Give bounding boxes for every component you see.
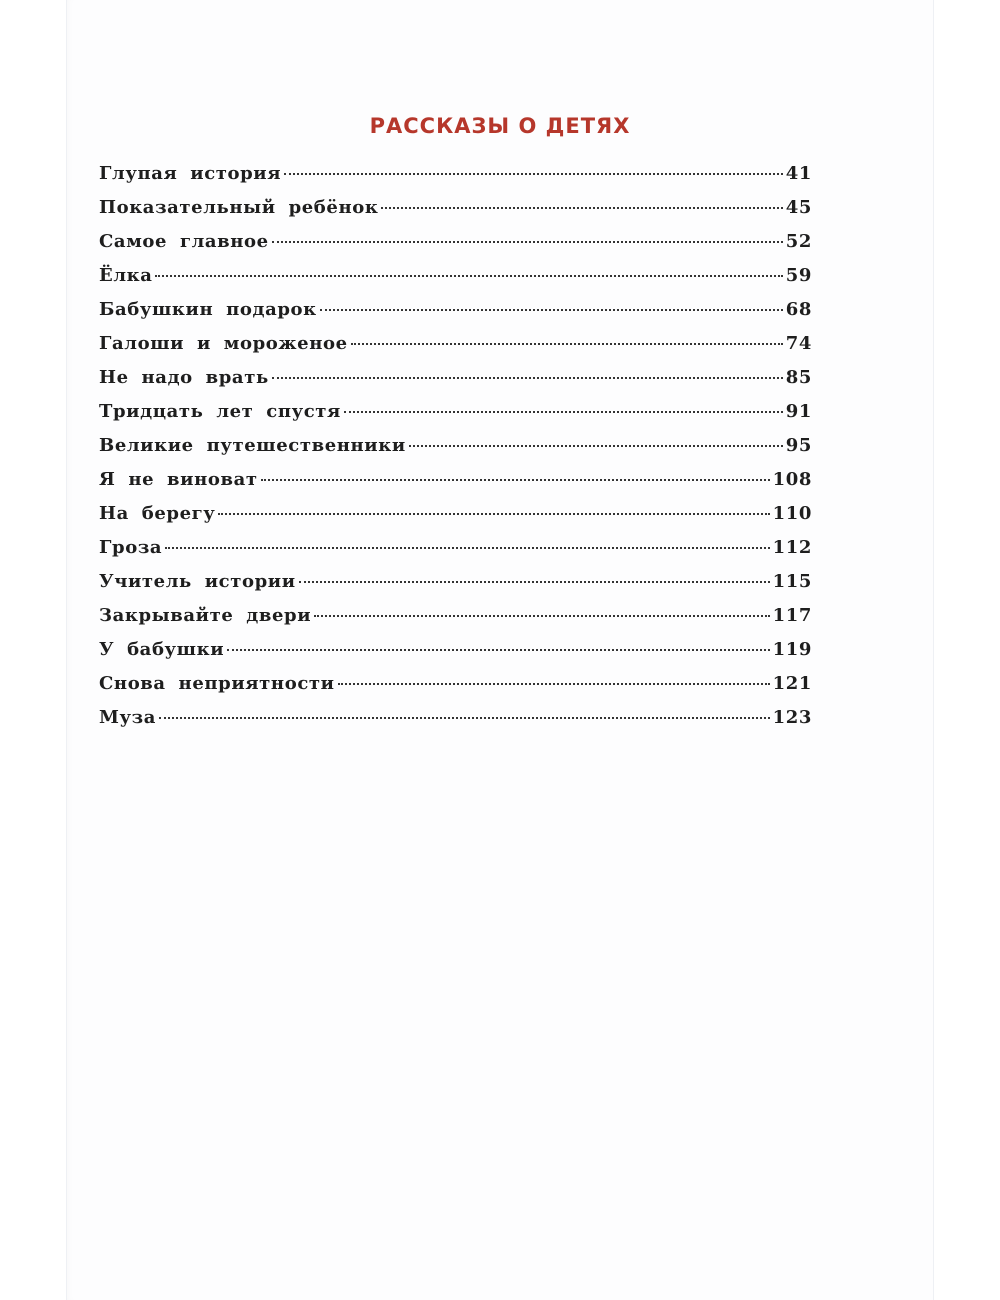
toc-entry-title: У бабушки: [99, 639, 225, 660]
dot-leader: [272, 241, 783, 243]
toc-entry-title: Самое главное: [99, 231, 269, 252]
toc-entry-title: Муза: [99, 707, 156, 728]
toc-entry: [99, 673, 812, 707]
toc-entry-title: Не надо врать: [99, 367, 269, 388]
dot-leader: [320, 309, 783, 311]
toc-entry-title: Снова неприятности: [99, 673, 335, 694]
dot-leader: [155, 275, 782, 277]
toc-entry-page: 52: [785, 231, 812, 252]
toc-entry-title: Глупая история: [99, 163, 282, 184]
toc-entry: [99, 333, 812, 367]
dot-leader: [381, 207, 782, 209]
toc-entry-page: 117: [772, 605, 812, 626]
table-of-contents: [99, 163, 812, 741]
toc-entry-title: Тридцать лет спустя: [99, 401, 341, 422]
dot-leader: [351, 343, 783, 345]
toc-entry: [99, 163, 812, 197]
toc-entry-title: Бабушкин подарок: [99, 299, 317, 320]
toc-entry-title: Я не виноват: [99, 469, 258, 490]
toc-entry-title: Ёлка: [99, 265, 153, 286]
toc-entry-page: 45: [785, 197, 812, 218]
toc-entry-page: 41: [785, 163, 812, 184]
toc-entry-title: Гроза: [99, 537, 163, 558]
toc-entry-page: 59: [785, 265, 812, 286]
toc-entry-title: Учитель истории: [99, 571, 296, 592]
toc-entry: [99, 469, 812, 503]
toc-entry: [99, 435, 812, 469]
toc-entry: [99, 265, 812, 299]
toc-entry-page: 110: [772, 503, 812, 524]
toc-entry-page: 91: [785, 401, 812, 422]
toc-entry: [99, 197, 812, 231]
toc-entry-page: 123: [772, 707, 812, 728]
dot-leader: [299, 581, 770, 583]
toc-entry-title: Великие путешественники: [99, 435, 406, 456]
dot-leader: [338, 683, 770, 685]
dot-leader: [409, 445, 783, 447]
dot-leader: [159, 717, 770, 719]
toc-entry-page: 112: [772, 537, 812, 558]
dot-leader: [314, 615, 769, 617]
toc-entry: [99, 571, 812, 605]
toc-entry-page: 115: [772, 571, 812, 592]
toc-entry-page: 68: [785, 299, 812, 320]
toc-entry-page: 108: [772, 469, 812, 490]
dot-leader: [284, 173, 783, 175]
toc-entry-page: 121: [772, 673, 812, 694]
toc-entry-title: На берегу: [99, 503, 216, 524]
toc-entry: [99, 605, 812, 639]
toc-entry-title: Закрывайте двери: [99, 605, 312, 626]
toc-entry-page: 119: [772, 639, 812, 660]
section-title: РАССКАЗЫ О ДЕТЯХ: [369, 114, 631, 138]
toc-entry: [99, 503, 812, 537]
toc-entry: [99, 299, 812, 333]
dot-leader: [165, 547, 769, 549]
toc-entry-page: 85: [785, 367, 812, 388]
toc-entry: [99, 231, 812, 265]
toc-entry: [99, 367, 812, 401]
toc-entry-page: 95: [785, 435, 812, 456]
dot-leader: [218, 513, 769, 515]
toc-entry: [99, 537, 812, 571]
toc-entry-page: 74: [785, 333, 812, 354]
toc-entry: [99, 707, 812, 741]
dot-leader: [344, 411, 783, 413]
toc-entry: [99, 639, 812, 673]
dot-leader: [227, 649, 769, 651]
dot-leader: [272, 377, 783, 379]
dot-leader: [261, 479, 770, 481]
toc-entry-title: Галоши и мороженое: [99, 333, 348, 354]
toc-entry-title: Показательный ребёнок: [99, 197, 379, 218]
toc-entry: [99, 401, 812, 435]
